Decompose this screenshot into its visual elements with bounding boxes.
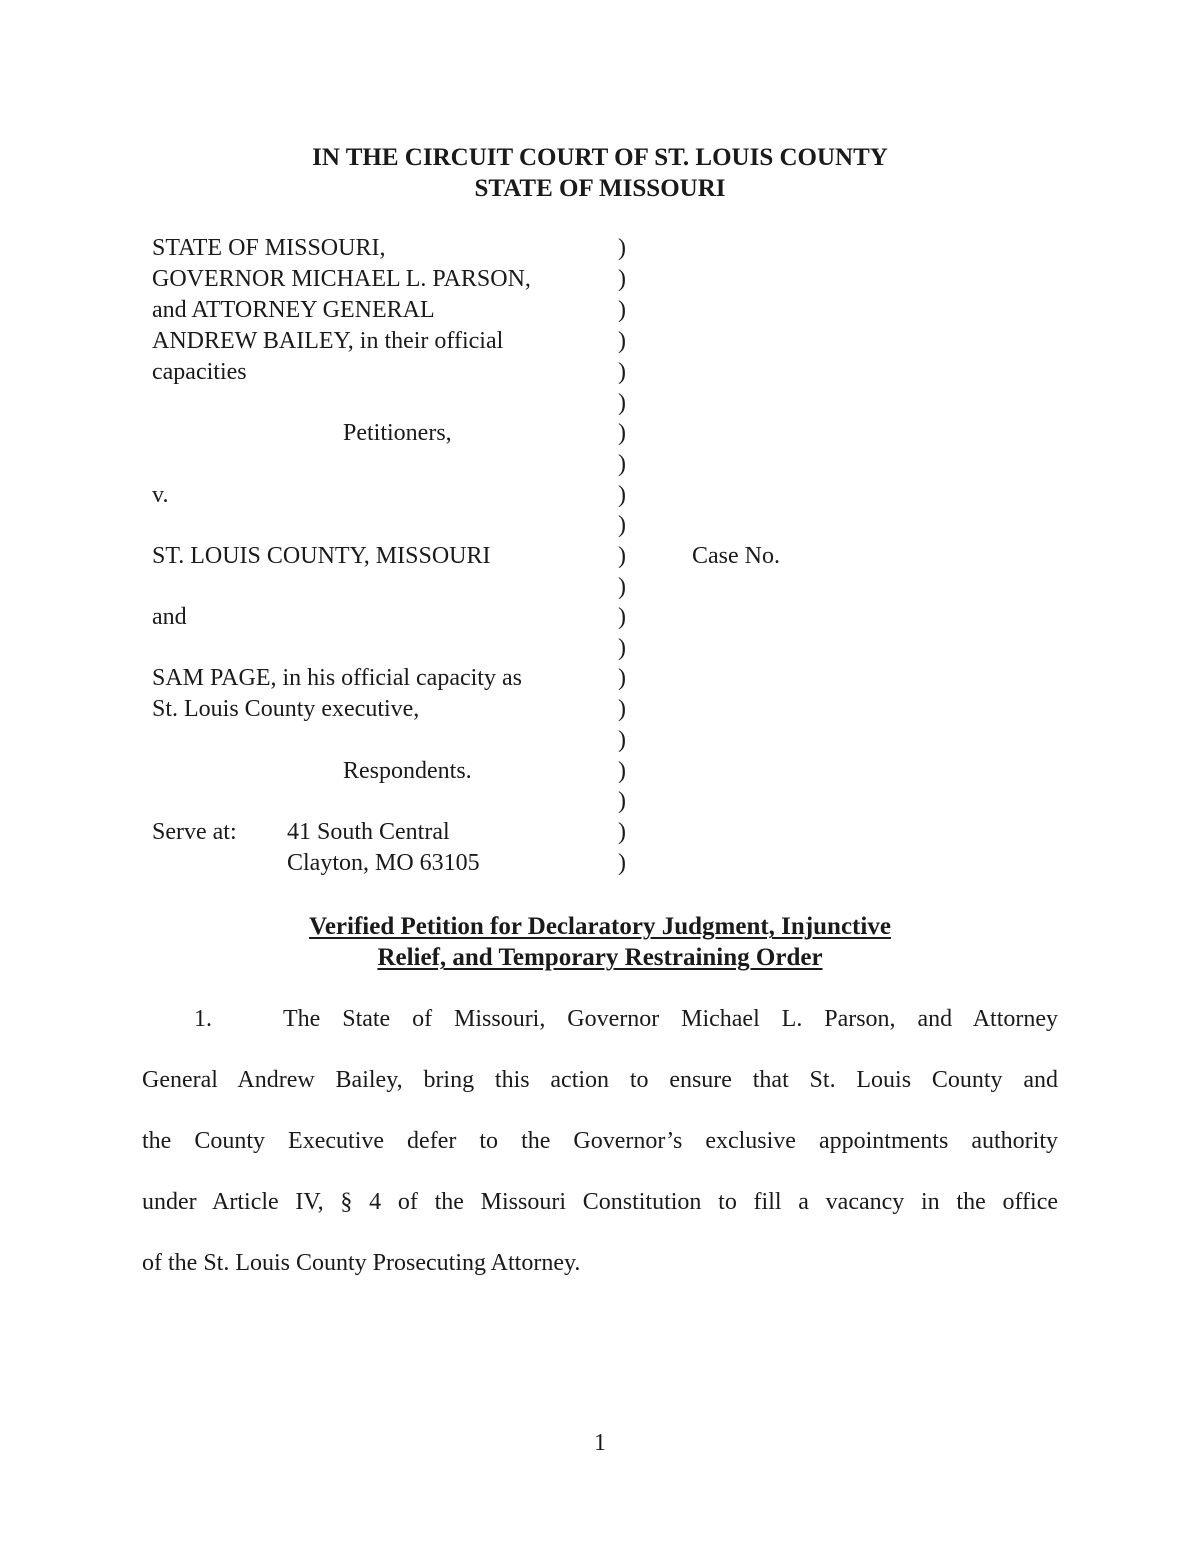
caption-paren: ) xyxy=(618,420,626,446)
caption-paren: ) xyxy=(618,574,626,600)
petition-title-line-2: Relief, and Temporary Restraining Order xyxy=(377,944,823,971)
and-label: and xyxy=(152,604,187,630)
caption-paren: ) xyxy=(618,390,626,416)
petition-title-line-1: Verified Petition for Declaratory Judgment, Injunctive xyxy=(309,913,891,940)
paragraph-number: 1. xyxy=(194,1006,212,1032)
petitioner-line: STATE OF MISSOURI, xyxy=(152,235,386,261)
page-number: 1 xyxy=(594,1430,606,1456)
paragraph-line: the County Executive defer to the Governor’s exclusive appointments authority xyxy=(142,1128,1058,1154)
caption-paren: ) xyxy=(618,543,626,569)
caption-paren: ) xyxy=(618,451,626,477)
petitioner-line: GOVERNOR MICHAEL L. PARSON, xyxy=(152,266,531,292)
caption-paren: ) xyxy=(618,328,626,354)
caption-paren: ) xyxy=(618,266,626,292)
caption-paren: ) xyxy=(618,696,626,722)
court-heading-line-2: STATE OF MISSOURI xyxy=(474,175,726,202)
caption-paren: ) xyxy=(618,235,626,261)
caption-paren: ) xyxy=(618,758,626,784)
serve-address-line: Clayton, MO 63105 xyxy=(287,850,480,876)
paragraph-line: General Andrew Bailey, bring this action to ensure that St. Louis County and xyxy=(142,1067,1058,1093)
caption-paren: ) xyxy=(618,297,626,323)
serve-at-label: Serve at: xyxy=(152,819,237,845)
caption-paren: ) xyxy=(618,512,626,538)
case-number-label: Case No. xyxy=(692,543,780,569)
caption-paren: ) xyxy=(618,788,626,814)
respondent-executive-line: SAM PAGE, in his official capacity as xyxy=(152,665,522,691)
caption-paren: ) xyxy=(618,482,626,508)
respondent-county: ST. LOUIS COUNTY, MISSOURI xyxy=(152,543,491,569)
versus-label: v. xyxy=(152,482,169,508)
caption-paren: ) xyxy=(618,665,626,691)
caption-paren: ) xyxy=(618,819,626,845)
respondents-label: Respondents. xyxy=(343,758,472,784)
respondent-executive-line: St. Louis County executive, xyxy=(152,696,420,722)
paragraph-line: of the St. Louis County Prosecuting Attorney. xyxy=(142,1250,581,1276)
petitioner-line: capacities xyxy=(152,359,247,385)
court-heading-line-1: IN THE CIRCUIT COURT OF ST. LOUIS COUNTY xyxy=(312,144,888,171)
caption-paren: ) xyxy=(618,604,626,630)
caption-paren: ) xyxy=(618,727,626,753)
petitioner-line: ANDREW BAILEY, in their official xyxy=(152,328,504,354)
caption-paren: ) xyxy=(618,635,626,661)
petitioner-line: and ATTORNEY GENERAL xyxy=(152,297,435,323)
serve-address-line: 41 South Central xyxy=(287,819,450,845)
caption-paren: ) xyxy=(618,359,626,385)
paragraph-line: The State of Missouri, Governor Michael L. Parson, and Attorney xyxy=(283,1006,1058,1032)
caption-paren: ) xyxy=(618,850,626,876)
petitioners-label: Petitioners, xyxy=(343,420,452,446)
paragraph-line: under Article IV, § 4 of the Missouri Constitution to fill a vacancy in the office xyxy=(142,1189,1058,1215)
